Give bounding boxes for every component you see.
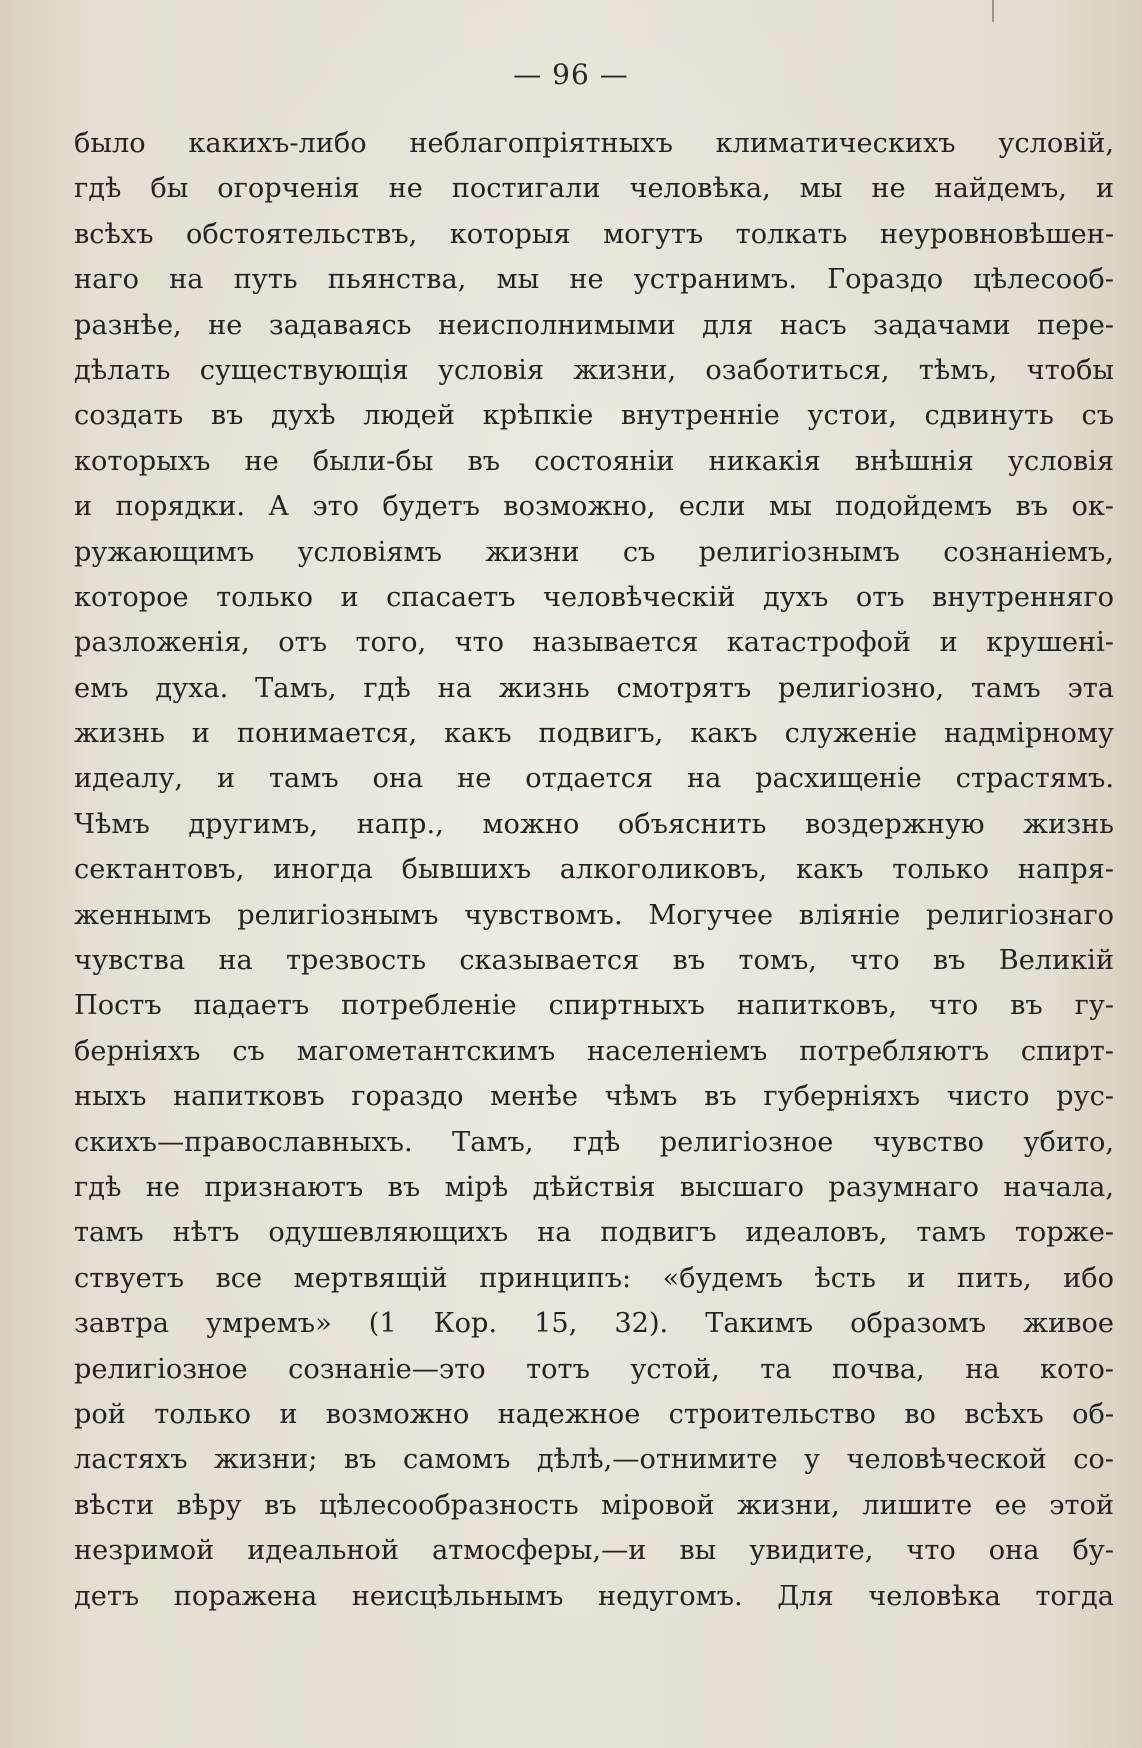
text-line: завтра умремъ» (1 Кор. 15, 32). Такимъ образомъ живое bbox=[74, 1308, 1114, 1340]
text-line: жизнь и понимается, какъ подвигъ, какъ служеніе надмірному bbox=[74, 718, 1114, 750]
text-line: создать въ духѣ людей крѣпкіе внутренніе устои, сдвинуть съ bbox=[74, 400, 1114, 432]
text-line: наго на путь пьянства, мы не устранимъ. Гораздо цѣлесооб- bbox=[74, 264, 1114, 296]
text-line: гдѣ не признаютъ въ мірѣ дѣйствія высшаго разумнаго начала, bbox=[74, 1171, 1114, 1203]
page-edge-mark bbox=[992, 0, 994, 22]
text-line: которое только и спасаетъ человѣческій духъ отъ внутренняго bbox=[74, 581, 1114, 613]
text-line: незримой идеальной атмосферы,—и вы увидите, что она бу- bbox=[74, 1535, 1114, 1567]
text-line: детъ поражена неисцѣльнымъ недугомъ. Для человѣка тогда bbox=[74, 1580, 1114, 1612]
text-line: ныхъ напитковъ гораздо менѣе чѣмъ въ губерніяхъ чисто рус- bbox=[74, 1081, 1114, 1113]
text-line: рой только и возможно надежное строительство во всѣхъ об- bbox=[74, 1398, 1114, 1430]
text-line: религіозное сознаніе—это тотъ устой, та почва, на кото- bbox=[74, 1353, 1114, 1385]
text-line: разнѣе, не задаваясь неисполнимыми для насъ задачами пере- bbox=[74, 309, 1114, 341]
text-line: ствуетъ все мертвящій принципъ: «будемъ ѣсть и пить, ибо bbox=[74, 1262, 1114, 1294]
text-line: дѣлать существующія условія жизни, озаботиться, тѣмъ, чтобы bbox=[74, 354, 1114, 386]
text-line: вѣсти вѣру въ цѣлесообразность міровой жизни, лишите ее этой bbox=[74, 1489, 1114, 1521]
text-line: разложенія, отъ того, что называется катастрофой и крушені- bbox=[74, 627, 1114, 659]
text-line: тамъ нѣтъ одушевляющихъ на подвигъ идеаловъ, тамъ торже- bbox=[74, 1217, 1114, 1249]
text-line: ружающимъ условіямъ жизни съ религіознымъ сознаніемъ, bbox=[74, 536, 1114, 568]
text-line: женнымъ религіознымъ чувствомъ. Могучее вліяніе религіознаго bbox=[74, 899, 1114, 931]
text-line: чувства на трезвость сказывается въ томъ, что въ Великій bbox=[74, 945, 1114, 977]
text-line: емъ духа. Тамъ, гдѣ на жизнь смотрятъ религіозно, тамъ эта bbox=[74, 672, 1114, 704]
text-line: идеалу, и тамъ она не отдается на расхищеніе страстямъ. bbox=[74, 763, 1114, 795]
text-line: которыхъ не были-бы въ состояніи никакія внѣшнія условія bbox=[74, 445, 1114, 477]
text-line: Постъ падаетъ потребленіе спиртныхъ напитковъ, что въ гу- bbox=[74, 990, 1114, 1022]
text-line: всѣхъ обстоятельствъ, которыя могутъ толкать неуровновѣшен- bbox=[74, 218, 1114, 250]
text-line: было какихъ-либо неблагопріятныхъ климатическихъ условій, bbox=[74, 128, 1114, 159]
text-line: берніяхъ съ магометантскимъ населеніемъ потребляютъ спирт- bbox=[74, 1035, 1114, 1067]
page-number: — 96 — bbox=[513, 58, 629, 91]
text-line: Чѣмъ другимъ, напр., можно объяснить воздержную жизнь bbox=[74, 808, 1114, 840]
body-text bbox=[74, 121, 1114, 1619]
text-line: и порядки. А это будетъ возможно, если мы подойдемъ въ ок- bbox=[74, 491, 1114, 523]
text-line: сектантовъ, иногда бывшихъ алкоголиковъ, какъ только напря- bbox=[74, 854, 1114, 886]
text-line: гдѣ бы огорченія не постигали человѣка, мы не найдемъ, и bbox=[74, 173, 1114, 205]
text-line: скихъ—православныхъ. Тамъ, гдѣ религіозное чувство убито, bbox=[74, 1126, 1114, 1158]
text-line: ластяхъ жизни; въ самомъ дѣлѣ,—отнимите у человѣческой со- bbox=[74, 1444, 1114, 1476]
